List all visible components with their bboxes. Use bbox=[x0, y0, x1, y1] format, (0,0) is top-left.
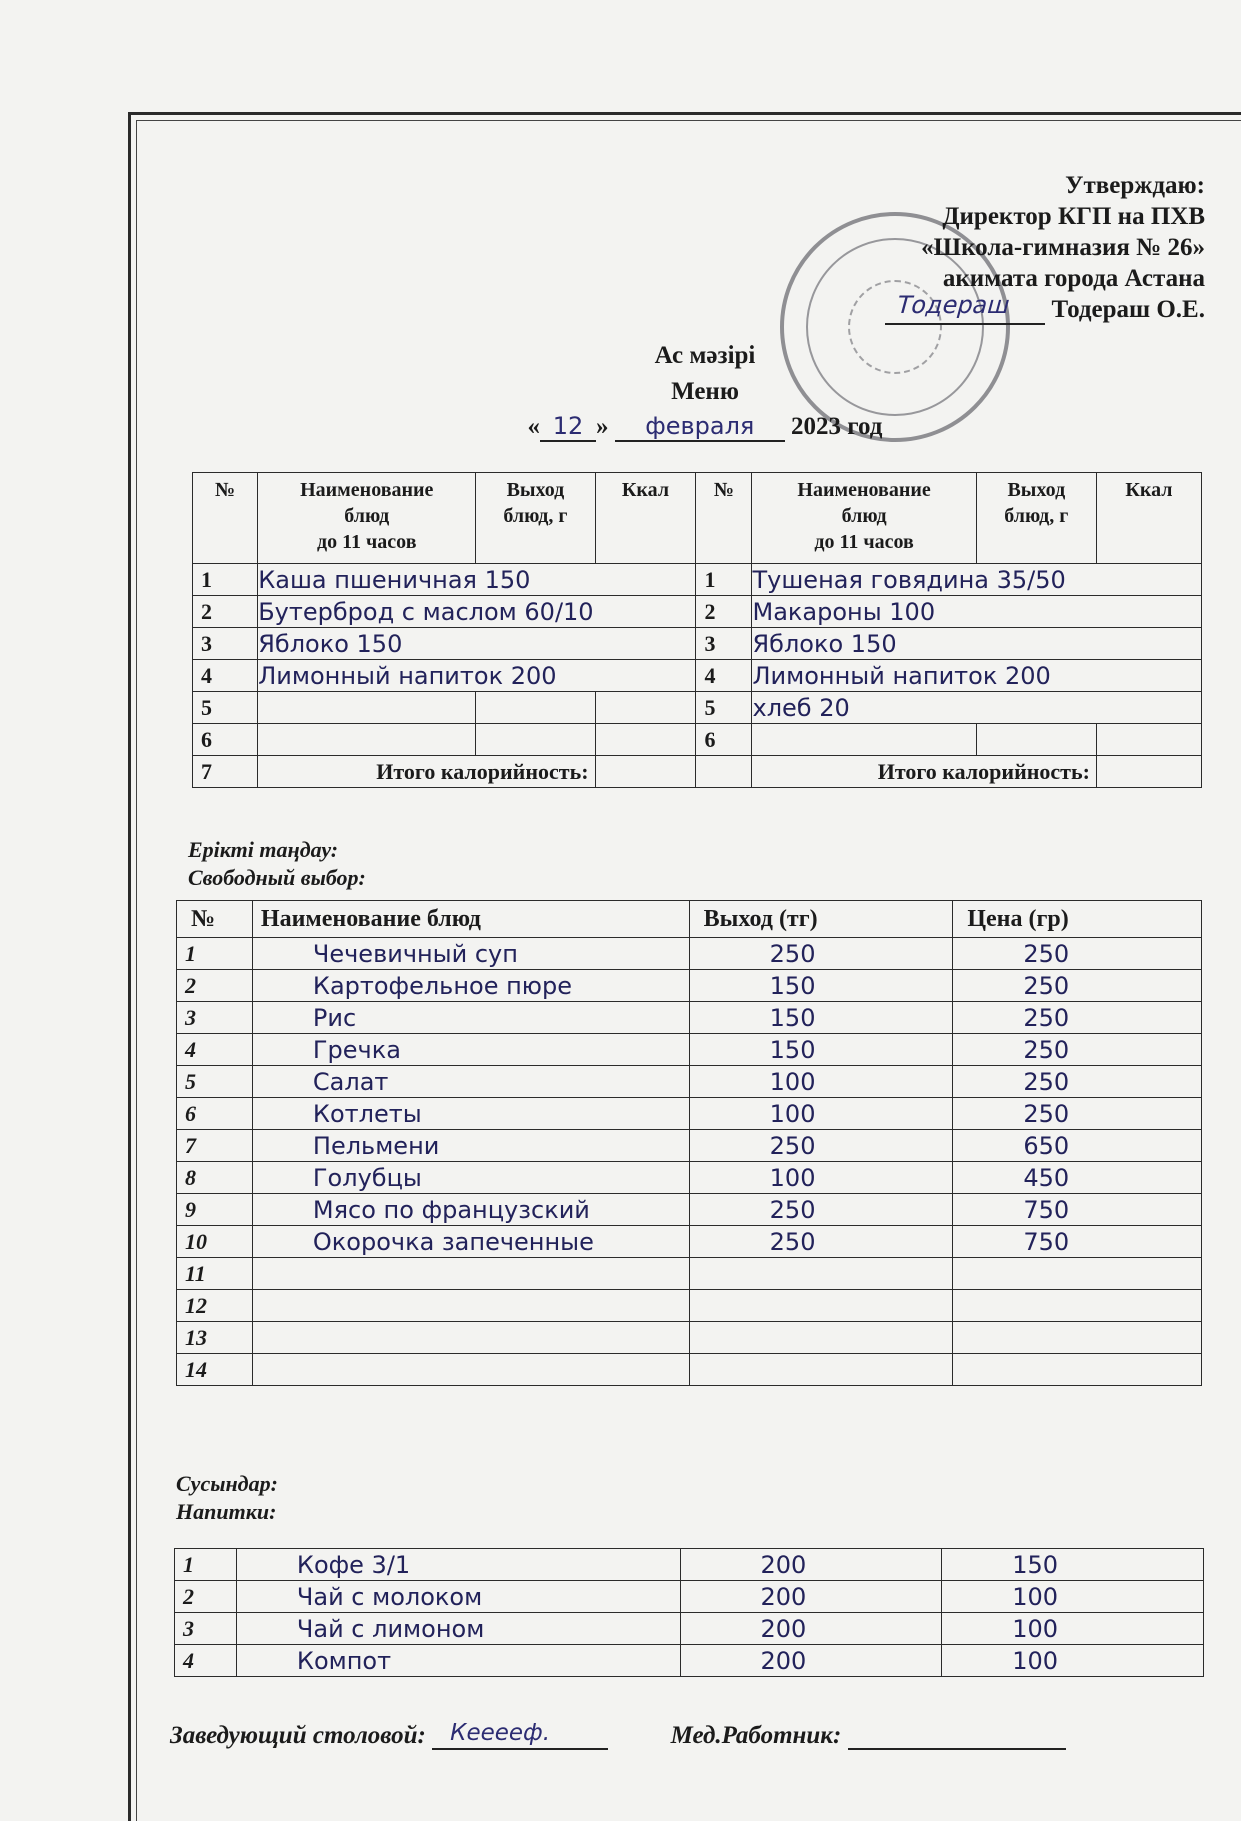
row-number: 12 bbox=[185, 1292, 207, 1318]
table-row bbox=[177, 1354, 1202, 1386]
approval-position: Директор КГП на ПХВ bbox=[942, 203, 1205, 230]
dish-price: 250 bbox=[1023, 1067, 1070, 1096]
approval-signer: Тодераш О.Е. bbox=[1051, 296, 1205, 323]
dish-price: 100 bbox=[1012, 1646, 1059, 1675]
table-row bbox=[177, 1034, 1202, 1066]
dish-name: Компот bbox=[296, 1646, 392, 1675]
dish-name: Котлеты bbox=[312, 1099, 422, 1128]
row-number: 2 bbox=[185, 972, 196, 998]
table-row: 1 Каша пшеничная 150 1 Тушеная говядина 35/50 bbox=[193, 564, 1202, 596]
right-dish: Лимонный напиток 200 bbox=[752, 661, 1051, 690]
table-row bbox=[177, 1290, 1202, 1322]
dish-name: Картофельное пюре bbox=[312, 971, 572, 1000]
left-dish: Яблоко 150 bbox=[258, 629, 403, 658]
dish-yield: 200 bbox=[760, 1614, 807, 1643]
dish-yield bbox=[690, 1324, 770, 1352]
approval-akimat: акимата города Астана bbox=[942, 265, 1205, 292]
dish-yield: 250 bbox=[769, 1131, 816, 1160]
director-signature: Тодераш bbox=[893, 291, 1014, 319]
dish-name: Голубцы bbox=[312, 1163, 422, 1192]
table-row: 4 Лимонный напиток 200 4 Лимонный напиток 200 bbox=[193, 660, 1202, 692]
right-dish: Тушеная говядина 35/50 bbox=[752, 565, 1066, 594]
menu-table bbox=[192, 472, 1202, 788]
dish-price bbox=[953, 1292, 1023, 1320]
dish-yield: 250 bbox=[769, 1227, 816, 1256]
dish-name bbox=[253, 1260, 313, 1288]
dish-name: Окорочка запеченные bbox=[312, 1227, 594, 1256]
dish-name: Чай с молоком bbox=[296, 1582, 483, 1611]
dish-yield: 150 bbox=[769, 1035, 816, 1064]
dish-yield: 250 bbox=[769, 939, 816, 968]
dish-price: 250 bbox=[1023, 1099, 1070, 1128]
total-label-right: Итого калорийность: bbox=[752, 756, 1096, 788]
row-number: 11 bbox=[185, 1260, 206, 1286]
canteen-signature-line bbox=[432, 1722, 608, 1750]
row-number: 10 bbox=[185, 1228, 207, 1254]
row-number: 1 bbox=[185, 940, 196, 966]
canteen-signature: Кееееф. bbox=[450, 1720, 551, 1746]
dish-yield: 200 bbox=[760, 1646, 807, 1675]
signature-line bbox=[885, 291, 1045, 325]
dish-name: Пельмени bbox=[312, 1131, 440, 1160]
right-dish: Яблоко 150 bbox=[752, 629, 897, 658]
row-number: 9 bbox=[185, 1196, 196, 1222]
medic-signature-line bbox=[848, 1722, 1066, 1750]
row-number: 4 bbox=[185, 1036, 196, 1062]
row-number: 3 bbox=[185, 1004, 196, 1030]
dish-yield: 200 bbox=[760, 1550, 807, 1579]
dish-price: 450 bbox=[1023, 1163, 1070, 1192]
table-row bbox=[177, 938, 1202, 970]
dish-price: 100 bbox=[1012, 1582, 1059, 1611]
dish-yield: 200 bbox=[760, 1582, 807, 1611]
row-number: 6 bbox=[185, 1100, 196, 1126]
table-row bbox=[175, 1581, 1204, 1613]
approval-school: «Школа-гимназия № 26» bbox=[921, 234, 1205, 261]
row-number: 13 bbox=[185, 1324, 207, 1350]
dish-price bbox=[953, 1260, 1023, 1288]
row-number: 3 bbox=[183, 1615, 194, 1641]
row-number: 1 bbox=[183, 1551, 194, 1577]
dish-yield: 250 bbox=[769, 1195, 816, 1224]
row-number: 8 bbox=[185, 1164, 196, 1190]
dish-yield: 150 bbox=[769, 1003, 816, 1032]
dish-yield bbox=[690, 1292, 770, 1320]
dish-price: 750 bbox=[1023, 1227, 1070, 1256]
date-month: февраля bbox=[615, 412, 785, 442]
total-label-left: Итого калорийность: bbox=[258, 756, 595, 788]
table-row bbox=[175, 1645, 1204, 1677]
dish-name: Кофе 3/1 bbox=[296, 1550, 411, 1579]
dish-yield bbox=[690, 1356, 770, 1384]
row-number: 14 bbox=[185, 1356, 207, 1382]
dish-name bbox=[253, 1292, 313, 1320]
table-row bbox=[175, 1549, 1204, 1581]
right-dish: хлеб 20 bbox=[752, 693, 850, 722]
dish-yield: 150 bbox=[769, 971, 816, 1000]
table-row bbox=[175, 1613, 1204, 1645]
menu-date: « 12 » февраля 2023 год bbox=[527, 412, 883, 440]
dish-name: Рис bbox=[312, 1003, 357, 1032]
approval-title: Утверждаю: bbox=[1065, 172, 1205, 199]
dish-name: Гречка bbox=[312, 1035, 401, 1064]
dish-price: 750 bbox=[1023, 1195, 1070, 1224]
total-row: 7 Итого калорийность: Итого калорийность: bbox=[193, 756, 1202, 788]
table-row: 5 5 хлеб 20 bbox=[193, 692, 1202, 724]
row-number: 4 bbox=[183, 1647, 194, 1673]
table-row bbox=[177, 970, 1202, 1002]
date-day: 12 bbox=[540, 412, 596, 442]
left-dish: Лимонный напиток 200 bbox=[258, 661, 557, 690]
dish-name bbox=[253, 1324, 313, 1352]
dish-price: 250 bbox=[1023, 1035, 1070, 1064]
table-row bbox=[177, 1258, 1202, 1290]
title-ru: Меню bbox=[671, 378, 739, 405]
dish-name bbox=[253, 1356, 313, 1384]
dish-price: 250 bbox=[1023, 1003, 1070, 1032]
footer-signatures bbox=[170, 1722, 1066, 1750]
row-number: 2 bbox=[183, 1583, 194, 1609]
row-number: 5 bbox=[185, 1068, 196, 1094]
row-number: 7 bbox=[185, 1132, 196, 1158]
dish-price: 250 bbox=[1023, 939, 1070, 968]
dish-price: 150 bbox=[1012, 1550, 1059, 1579]
table-row bbox=[177, 1066, 1202, 1098]
title-kz: Ас мәзірі bbox=[654, 342, 756, 369]
canteen-head-label: Заведующий столовой: bbox=[170, 1722, 426, 1749]
table-row bbox=[177, 1002, 1202, 1034]
approval-block bbox=[885, 170, 1205, 325]
table-row: 3 Яблоко 150 3 Яблоко 150 bbox=[193, 628, 1202, 660]
table-row bbox=[177, 1226, 1202, 1258]
table-row bbox=[177, 1322, 1202, 1354]
dish-price bbox=[953, 1324, 1023, 1352]
dish-name: Мясо по французский bbox=[312, 1195, 590, 1224]
free-choice-header: № Наименование блюд Выход (тг) Цена (гр) bbox=[177, 901, 1202, 938]
table-row: 6 6 bbox=[193, 724, 1202, 756]
dish-yield: 100 bbox=[769, 1163, 816, 1192]
menu-table-header: № Наименование блюд до 11 часов Выход блюд, г Ккал № Наименование блюд до 11 часов Выход блюд, г Ккал bbox=[193, 473, 1202, 564]
table-row bbox=[177, 1194, 1202, 1226]
left-dish: Бутерброд с маслом 60/10 bbox=[258, 597, 594, 626]
dish-yield: 100 bbox=[769, 1099, 816, 1128]
table-row: 2 Бутерброд с маслом 60/10 2 Макароны 100 bbox=[193, 596, 1202, 628]
table-row bbox=[177, 1098, 1202, 1130]
dish-name: Салат bbox=[312, 1067, 389, 1096]
dish-yield bbox=[690, 1260, 770, 1288]
dish-name: Чай с лимоном bbox=[296, 1614, 485, 1643]
right-dish: Макароны 100 bbox=[752, 597, 936, 626]
date-year: 2023 год bbox=[791, 413, 883, 440]
free-choice-table bbox=[176, 900, 1202, 1386]
dish-price bbox=[953, 1356, 1023, 1384]
dish-price: 250 bbox=[1023, 971, 1070, 1000]
dish-name: Чечевичный суп bbox=[312, 939, 518, 968]
table-row bbox=[177, 1162, 1202, 1194]
dish-price: 650 bbox=[1023, 1131, 1070, 1160]
left-dish: Каша пшеничная 150 bbox=[258, 565, 531, 594]
drinks-label: Сусындар: Напитки: bbox=[176, 1471, 278, 1524]
drinks-table bbox=[174, 1548, 1204, 1677]
dish-yield: 100 bbox=[769, 1067, 816, 1096]
table-row bbox=[177, 1130, 1202, 1162]
dish-price: 100 bbox=[1012, 1614, 1059, 1643]
free-choice-label: Ерікті таңдау: Свободный выбор: bbox=[188, 837, 366, 890]
medic-label: Мед.Работник: bbox=[670, 1722, 842, 1749]
